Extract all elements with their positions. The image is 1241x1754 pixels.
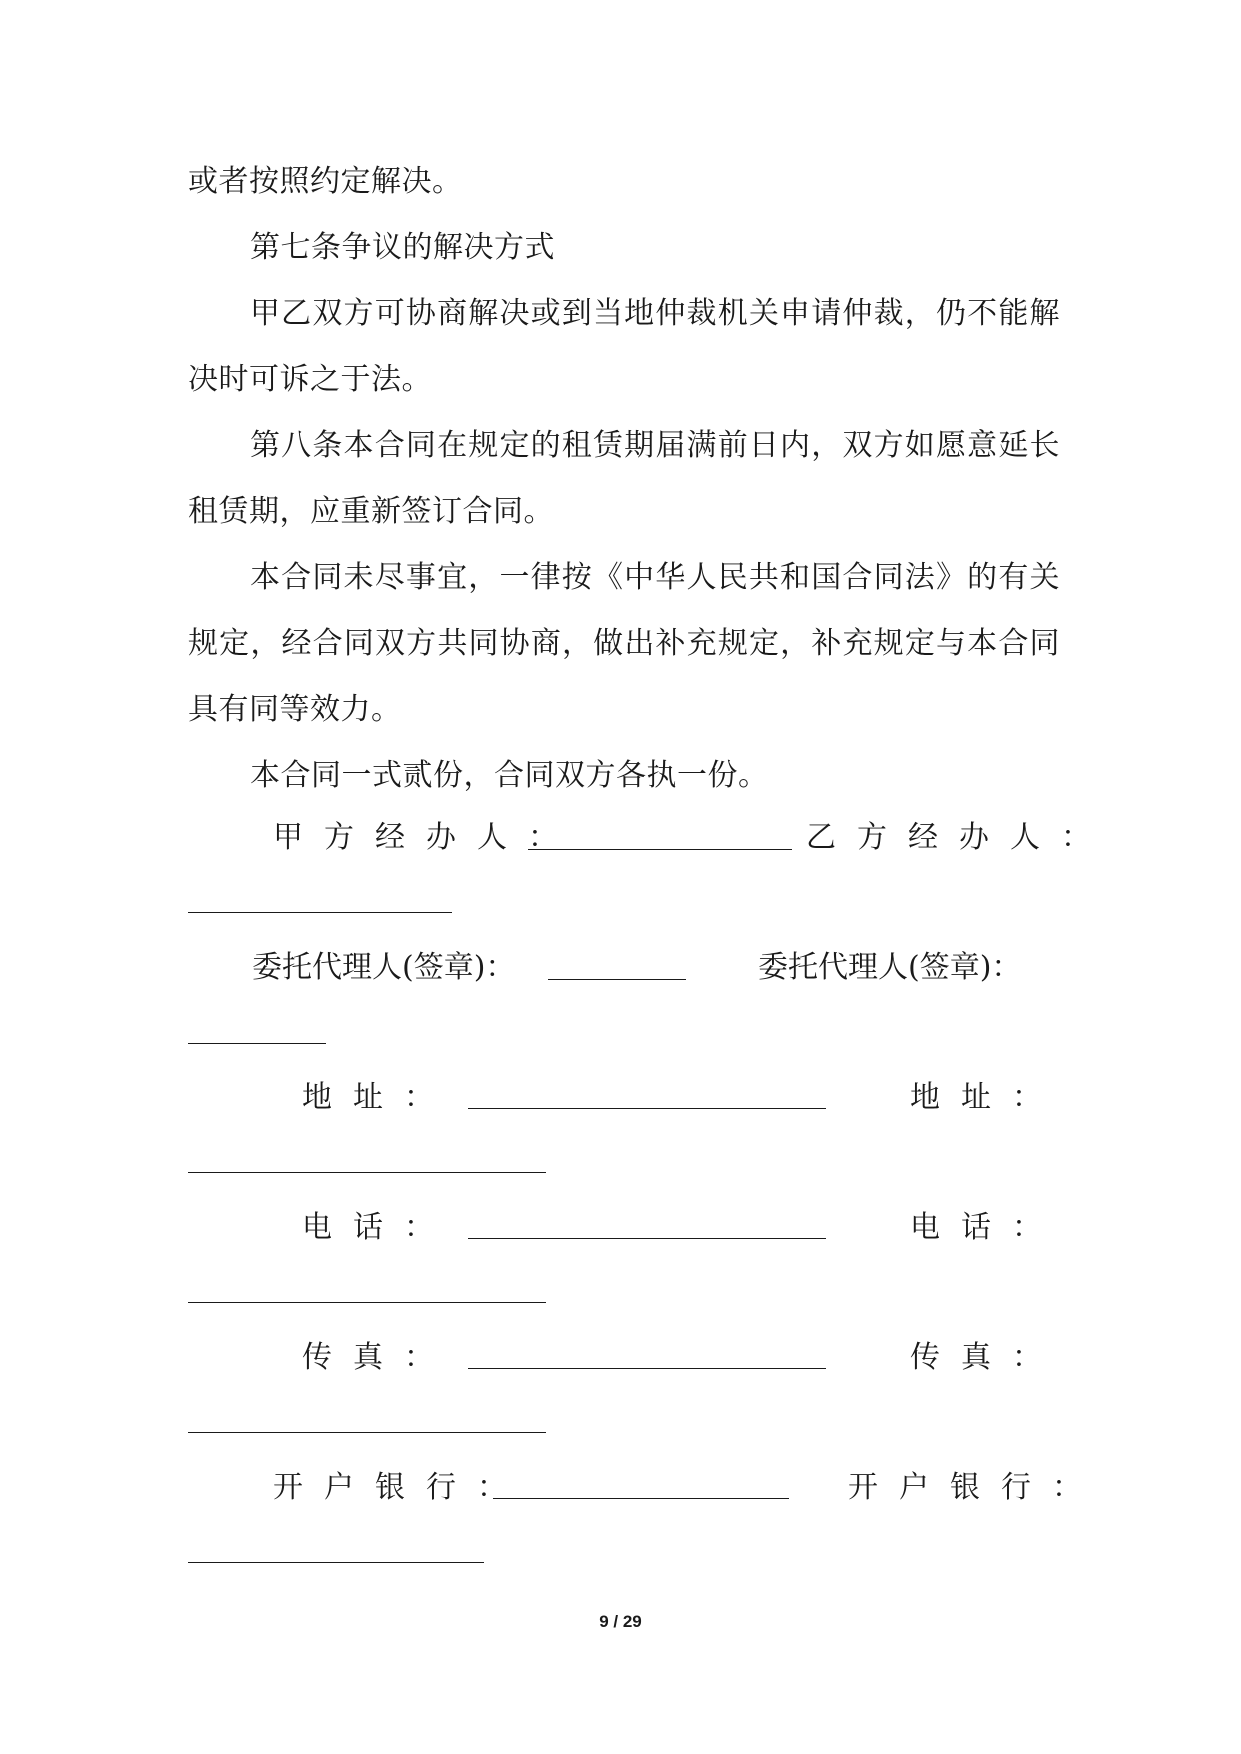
phone-a-label: 电话： — [302, 1210, 455, 1245]
party-b-handler-blank[interactable] — [188, 912, 452, 913]
article-7-heading: 第七条争议的解决方式 — [250, 230, 555, 265]
address-b-blank[interactable] — [188, 1172, 546, 1173]
agent-b-label: 委托代理人(签章)： — [758, 950, 1022, 985]
page-number: 9 / 29 — [599, 1612, 642, 1631]
supplement-line-2: 规定，经合同双方共同协商，做出补充规定，补充规定与本合同 — [188, 626, 1060, 661]
agent-b-blank[interactable] — [188, 1043, 326, 1044]
article-7-line-1: 甲乙双方可协商解决或到当地仲裁机关申请仲裁，仍不能解 — [250, 296, 1060, 331]
article-8-line-2: 租赁期，应重新签订合同。 — [188, 494, 554, 529]
phone-b-label: 电话： — [910, 1210, 1063, 1245]
fax-a-label: 传真： — [302, 1340, 455, 1375]
article-8-line-1: 第八条本合同在规定的租赁期届满前日内，双方如愿意延长 — [250, 428, 1060, 463]
bank-b-blank[interactable] — [188, 1562, 484, 1563]
supplement-line-3: 具有同等效力。 — [188, 692, 402, 727]
copies-statement: 本合同一式贰份，合同双方各执一份。 — [250, 758, 769, 793]
address-a-label: 地址： — [302, 1080, 455, 1115]
party-a-handler-blank[interactable] — [528, 849, 792, 850]
phone-a-blank[interactable] — [468, 1238, 826, 1239]
bank-a-label: 开户银行： — [273, 1470, 528, 1505]
address-b-label: 地址： — [910, 1080, 1063, 1115]
article-7-line-2: 决时可诉之于法。 — [188, 362, 432, 397]
fax-b-blank[interactable] — [188, 1432, 546, 1433]
bank-a-blank[interactable] — [493, 1498, 789, 1499]
agent-a-blank[interactable] — [548, 979, 686, 980]
party-b-handler-label: 乙方经办人： — [806, 820, 1112, 855]
supplement-line-1: 本合同未尽事宜，一律按《中华人民共和国合同法》的有关 — [250, 560, 1060, 595]
address-a-blank[interactable] — [468, 1108, 826, 1109]
phone-b-blank[interactable] — [188, 1302, 546, 1303]
party-a-handler-label: 甲方经办人： — [273, 820, 579, 855]
agent-a-label: 委托代理人(签章)： — [252, 950, 516, 985]
paragraph-continuation: 或者按照约定解决。 — [188, 164, 463, 199]
bank-b-label: 开户银行： — [848, 1470, 1103, 1505]
fax-a-blank[interactable] — [468, 1368, 826, 1369]
fax-b-label: 传真： — [910, 1340, 1063, 1375]
